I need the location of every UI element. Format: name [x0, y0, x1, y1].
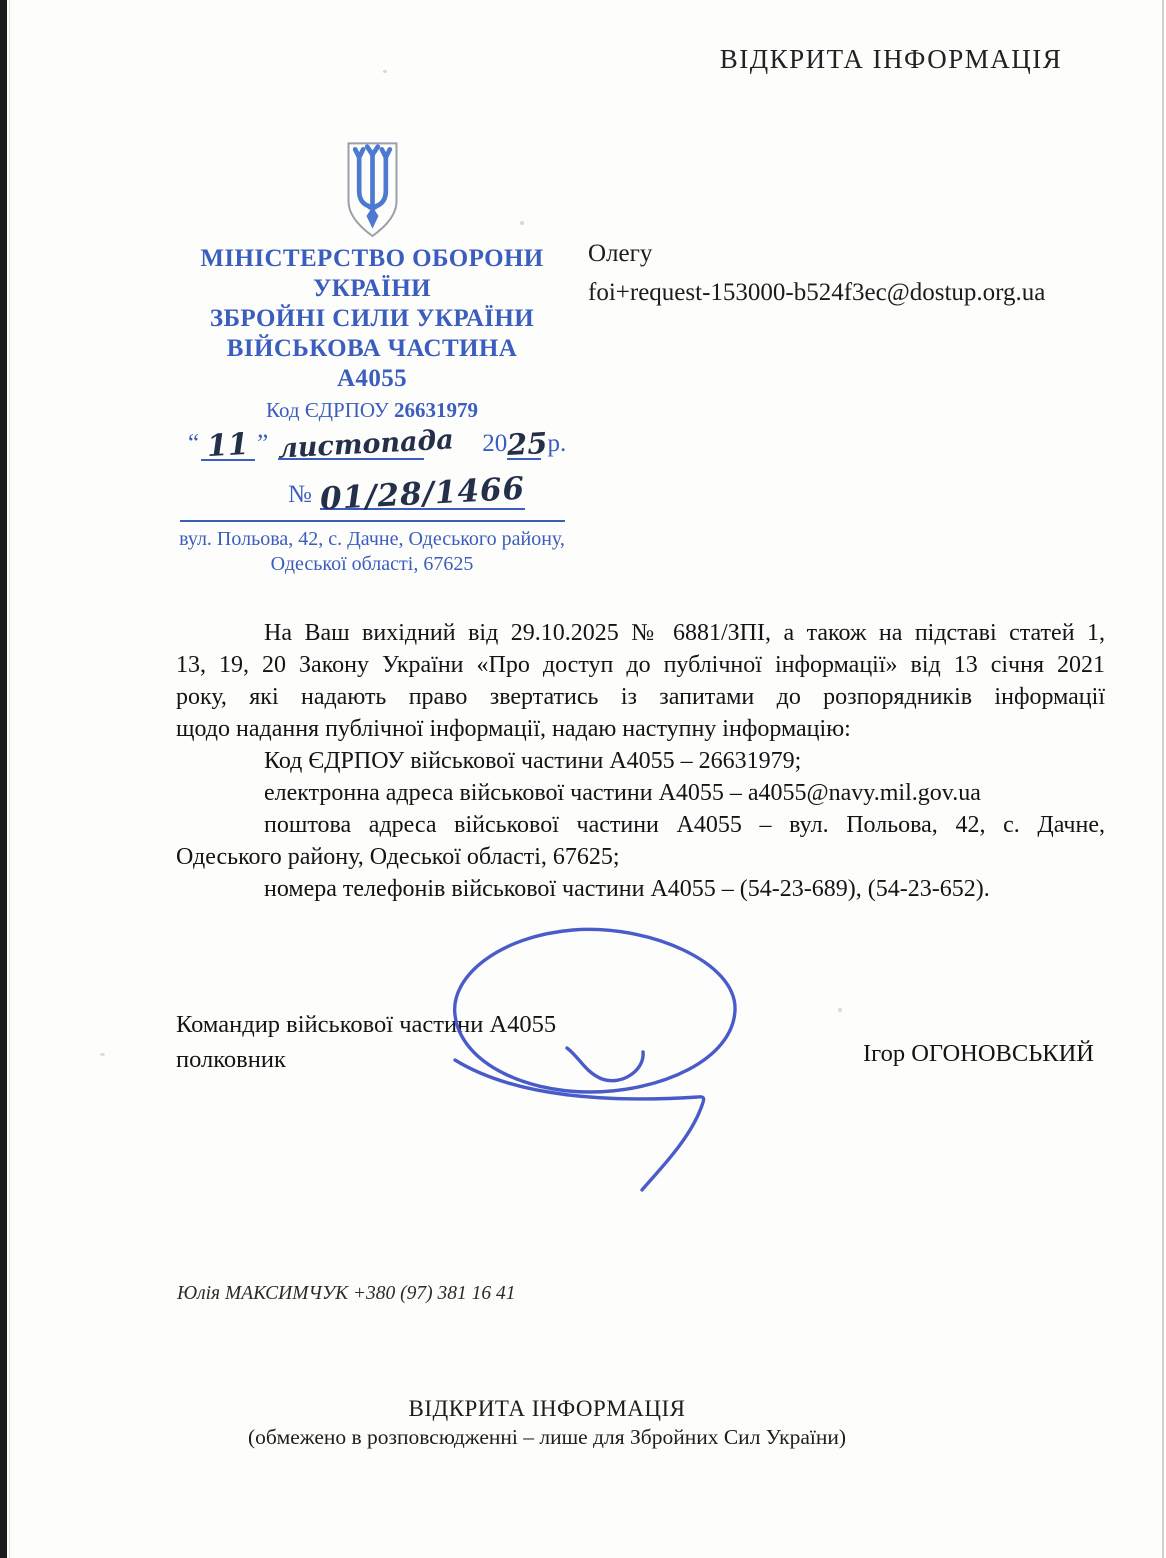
recipient-name: Олегу: [588, 240, 653, 267]
date-day-field: [201, 424, 255, 465]
signatory-position: [176, 1007, 556, 1077]
body-line: 13, 19, 20 Закону України «Про доступ до публічної інформації» від 13 січня 2021: [176, 652, 1105, 678]
contact-person: Юлія МАКСИМЧУК +380 (97) 381 16 41: [177, 1283, 516, 1304]
document-number-row: [288, 470, 526, 518]
signatory-position-line-2: полковник: [176, 1046, 286, 1073]
edrpou-label: Код ЄДРПОУ: [266, 398, 389, 422]
scan-speck: [838, 1008, 842, 1012]
scan-border-left: [0, 0, 7, 1558]
letterhead-ministry-line: МІНІСТЕРСТВО ОБОРОНИ: [200, 245, 544, 272]
address-separator-line: [180, 520, 565, 522]
body-line: Код ЄДРПОУ військової частини А4055 – 26631979;: [264, 748, 802, 774]
recipient-block: [588, 234, 1045, 312]
letterhead-armed-forces-line: ЗБРОЙНІ СИЛИ УКРАЇНИ: [209, 305, 535, 332]
address-line-2: Одеської області, 67625: [270, 553, 474, 575]
sender-address: [160, 527, 584, 577]
number-label: №: [288, 481, 312, 508]
number-field: [319, 470, 526, 518]
edrpou-line: [182, 398, 562, 423]
date-row: [188, 424, 566, 466]
scan-hairline-left: [9, 0, 10, 1558]
letterhead-ukraine-line: УКРАЇНИ: [312, 275, 432, 302]
date-year-field: [506, 424, 549, 463]
body-line: На Ваш вихідний від 29.10.2025 № 6881/ЗПІ, а також на підставі статей 1,: [264, 620, 1105, 646]
body-line: електронна адреса військової частини А4055 – a4055@navy.mil.gov.ua: [264, 780, 981, 806]
letterhead-unit-number: А4055: [336, 365, 408, 392]
signatory-name: Ігор ОГОНОВСЬКИЙ: [862, 1040, 1094, 1067]
bottom-classification-block: [227, 1396, 867, 1450]
classification-header: ВІДКРИТА ІНФОРМАЦІЯ: [719, 44, 1063, 74]
distribution-restriction: (обмежено в розповсюдженні – лише для Збройних Сил України): [247, 1425, 847, 1449]
letterhead-military-unit-line: ВІЙСЬКОВА ЧАСТИНА: [226, 335, 518, 362]
date-suffix-text: р.: [547, 430, 567, 457]
handwritten-year: 25: [506, 425, 549, 463]
date-close-quote: ”: [257, 430, 269, 457]
ukraine-trident-icon: [339, 140, 406, 240]
handwritten-month: листопада: [277, 424, 455, 465]
body-line: щодо надання публічної інформації, надаю наступну інформацію:: [176, 716, 851, 742]
body-line: року, які надають право звертатись із запитами до розпорядників інформації: [176, 684, 1105, 710]
edrpou-value: 26631979: [393, 398, 478, 422]
letterhead: [182, 140, 562, 423]
date-century: 20: [482, 430, 508, 457]
date-month-field: [277, 424, 455, 465]
signatory-position-line-1: Командир військової частини А4055: [176, 1011, 557, 1038]
scan-speck: [100, 1053, 105, 1056]
recipient-email: foi+request-153000-b524f3ec@dostup.org.ua: [588, 279, 1046, 306]
body-line: номера телефонів військової частини А4055 – (54-23-689), (54-23-652).: [264, 876, 990, 902]
handwritten-number: 01/28/1466: [319, 470, 526, 518]
address-line-1: вул. Польова, 42, с. Дачне, Одеського району,: [179, 528, 565, 550]
date-open-quote: “: [188, 430, 200, 457]
scan-speck: [383, 70, 387, 73]
body-line: Одеського району, Одеської області, 67625;: [176, 844, 620, 870]
scan-hairline-right: [1162, 0, 1164, 1558]
letter-body: [176, 617, 1105, 905]
handwritten-day: 11: [206, 426, 250, 465]
classification-footer: ВІДКРИТА ІНФОРМАЦІЯ: [408, 1396, 686, 1421]
body-line: поштова адреса військової частини А4055 – вул. Польова, 42, с. Дачне,: [264, 812, 1105, 838]
